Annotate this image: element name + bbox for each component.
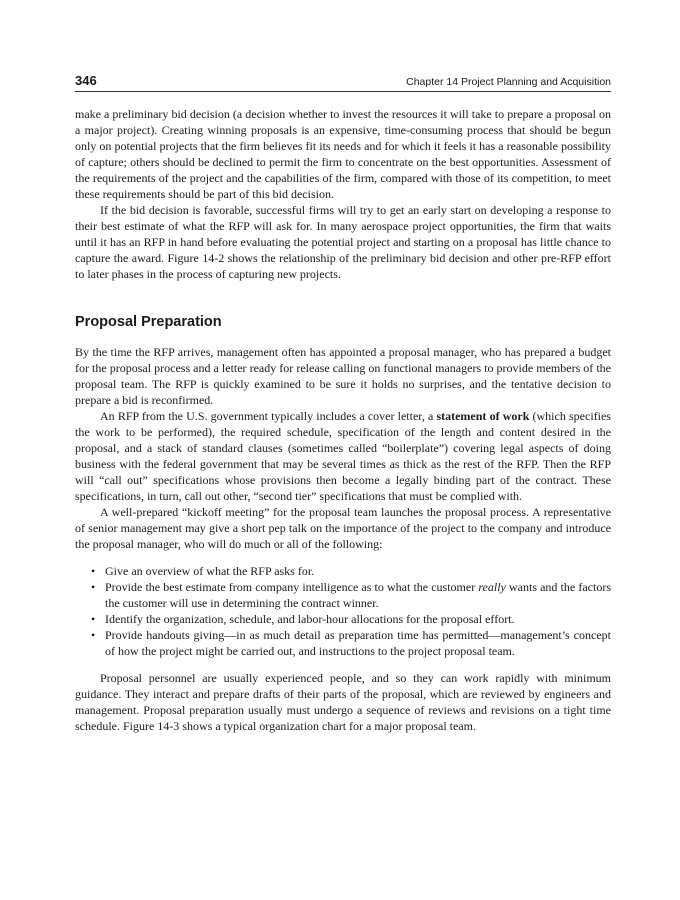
- section-paragraph-2: [75, 408, 611, 504]
- intro-paragraph-1: make a preliminary bid decision (a decision whether to invest the resources it will take to prepare a proposal on a major project). Creating winning proposals is an expensive, time-consuming process that should be begun only on potential projects that the firm believes fit its needs and for which it feels it has a reasonable possibility of capture; others should be declined to permit the firm to concentrate on the best opportunities. Assessment of the requirements of the project and the capabilities of the firm, compared with those of its competition, to meet these requirements should be part of this bid decision.: [75, 107, 611, 201]
- header-rule: [75, 91, 611, 92]
- list-item: [91, 579, 611, 611]
- bullet-icon: •: [91, 612, 96, 626]
- page-number: 346: [75, 73, 97, 88]
- list-item-text: Identify the organization, schedule, and labor-hour allocations for the proposal effort.: [105, 612, 515, 626]
- list-item-text-after: wants and the factors the customer will use in determining the contract winner.: [105, 580, 611, 610]
- list-item: [91, 627, 611, 659]
- bullet-icon: •: [91, 628, 96, 642]
- section-paragraph-3: A well-prepared “kickoff meeting” for the proposal team launches the proposal process. A representative of senior management may give a short pep talk on the importance of the project to the company and introduce the proposal manager, who will do much or all of the following:: [75, 505, 611, 551]
- list-item: [91, 611, 611, 627]
- section-paragraph-1: By the time the RFP arrives, management often has appointed a proposal manager, who has prepared a budget for the proposal process and a letter ready for release calling on functional managers to provide members of the proposal team. The RFP is quickly examined to be sure it holds no surprises, and the tentative decision to prepare a bid is reconfirmed.: [75, 345, 611, 407]
- chapter-title: Chapter 14 Project Planning and Acquisition: [406, 76, 611, 88]
- section-heading: Proposal Preparation: [75, 314, 222, 330]
- list-item: [91, 563, 611, 579]
- page: [75, 70, 611, 734]
- intro-paragraph-2: If the bid decision is favorable, successful firms will try to get an early start on developing a response to their best estimate of what the RFP will ask for. In many aerospace project opportunities, the firm that waits until it has an RFP in hand before evaluating the potential project and starting on a proposal has little chance to capture the award. Figure 14-2 shows the relationship of the preliminary bid decision and other pre-RFP effort to later phases in the process of capturing new projects.: [75, 203, 611, 281]
- list-item-text: Provide handouts giving—in as much detail as preparation time has permitted—management’s concept of how the project might be carried out, and instructions to the project proposal team.: [105, 628, 611, 658]
- emphasis-really: really: [478, 580, 506, 594]
- list-item-text: Give an overview of what the RFP asks for.: [105, 564, 315, 578]
- p2-text-before: An RFP from the U.S. government typically includes a cover letter, a: [100, 409, 437, 423]
- list-item-text-before: Provide the best estimate from company intelligence as to what the customer: [105, 580, 479, 594]
- bullet-list: [75, 563, 611, 659]
- p2-text-after: (which specifies the work to be performed), the required schedule, specification of the length and content desired in the proposal, and a stack of standard clauses (sometimes called “boilerplate”) covering legal aspects of doing business with the federal government that may be several times as thick as the rest of the RFP. Then the RFP will “call out” specifications whose provisions then become a legally binding part of the contract. These specifications, in turn, call out other, “second tier” specifications that must be complied with.: [75, 409, 611, 503]
- bullet-icon: •: [91, 564, 96, 578]
- running-head: [75, 70, 611, 88]
- statement-of-work-term: statement of work: [436, 409, 530, 423]
- section-paragraph-4: Proposal personnel are usually experienced people, and so they can work rapidly with minimum guidance. They interact and prepare drafts of their parts of the proposal, which are reviewed by engineers and management. Proposal preparation usually must undergo a sequence of reviews and revisions on a tight time schedule. Figure 14-3 shows a typical organization chart for a major proposal team.: [75, 671, 611, 733]
- bullet-icon: •: [91, 580, 96, 594]
